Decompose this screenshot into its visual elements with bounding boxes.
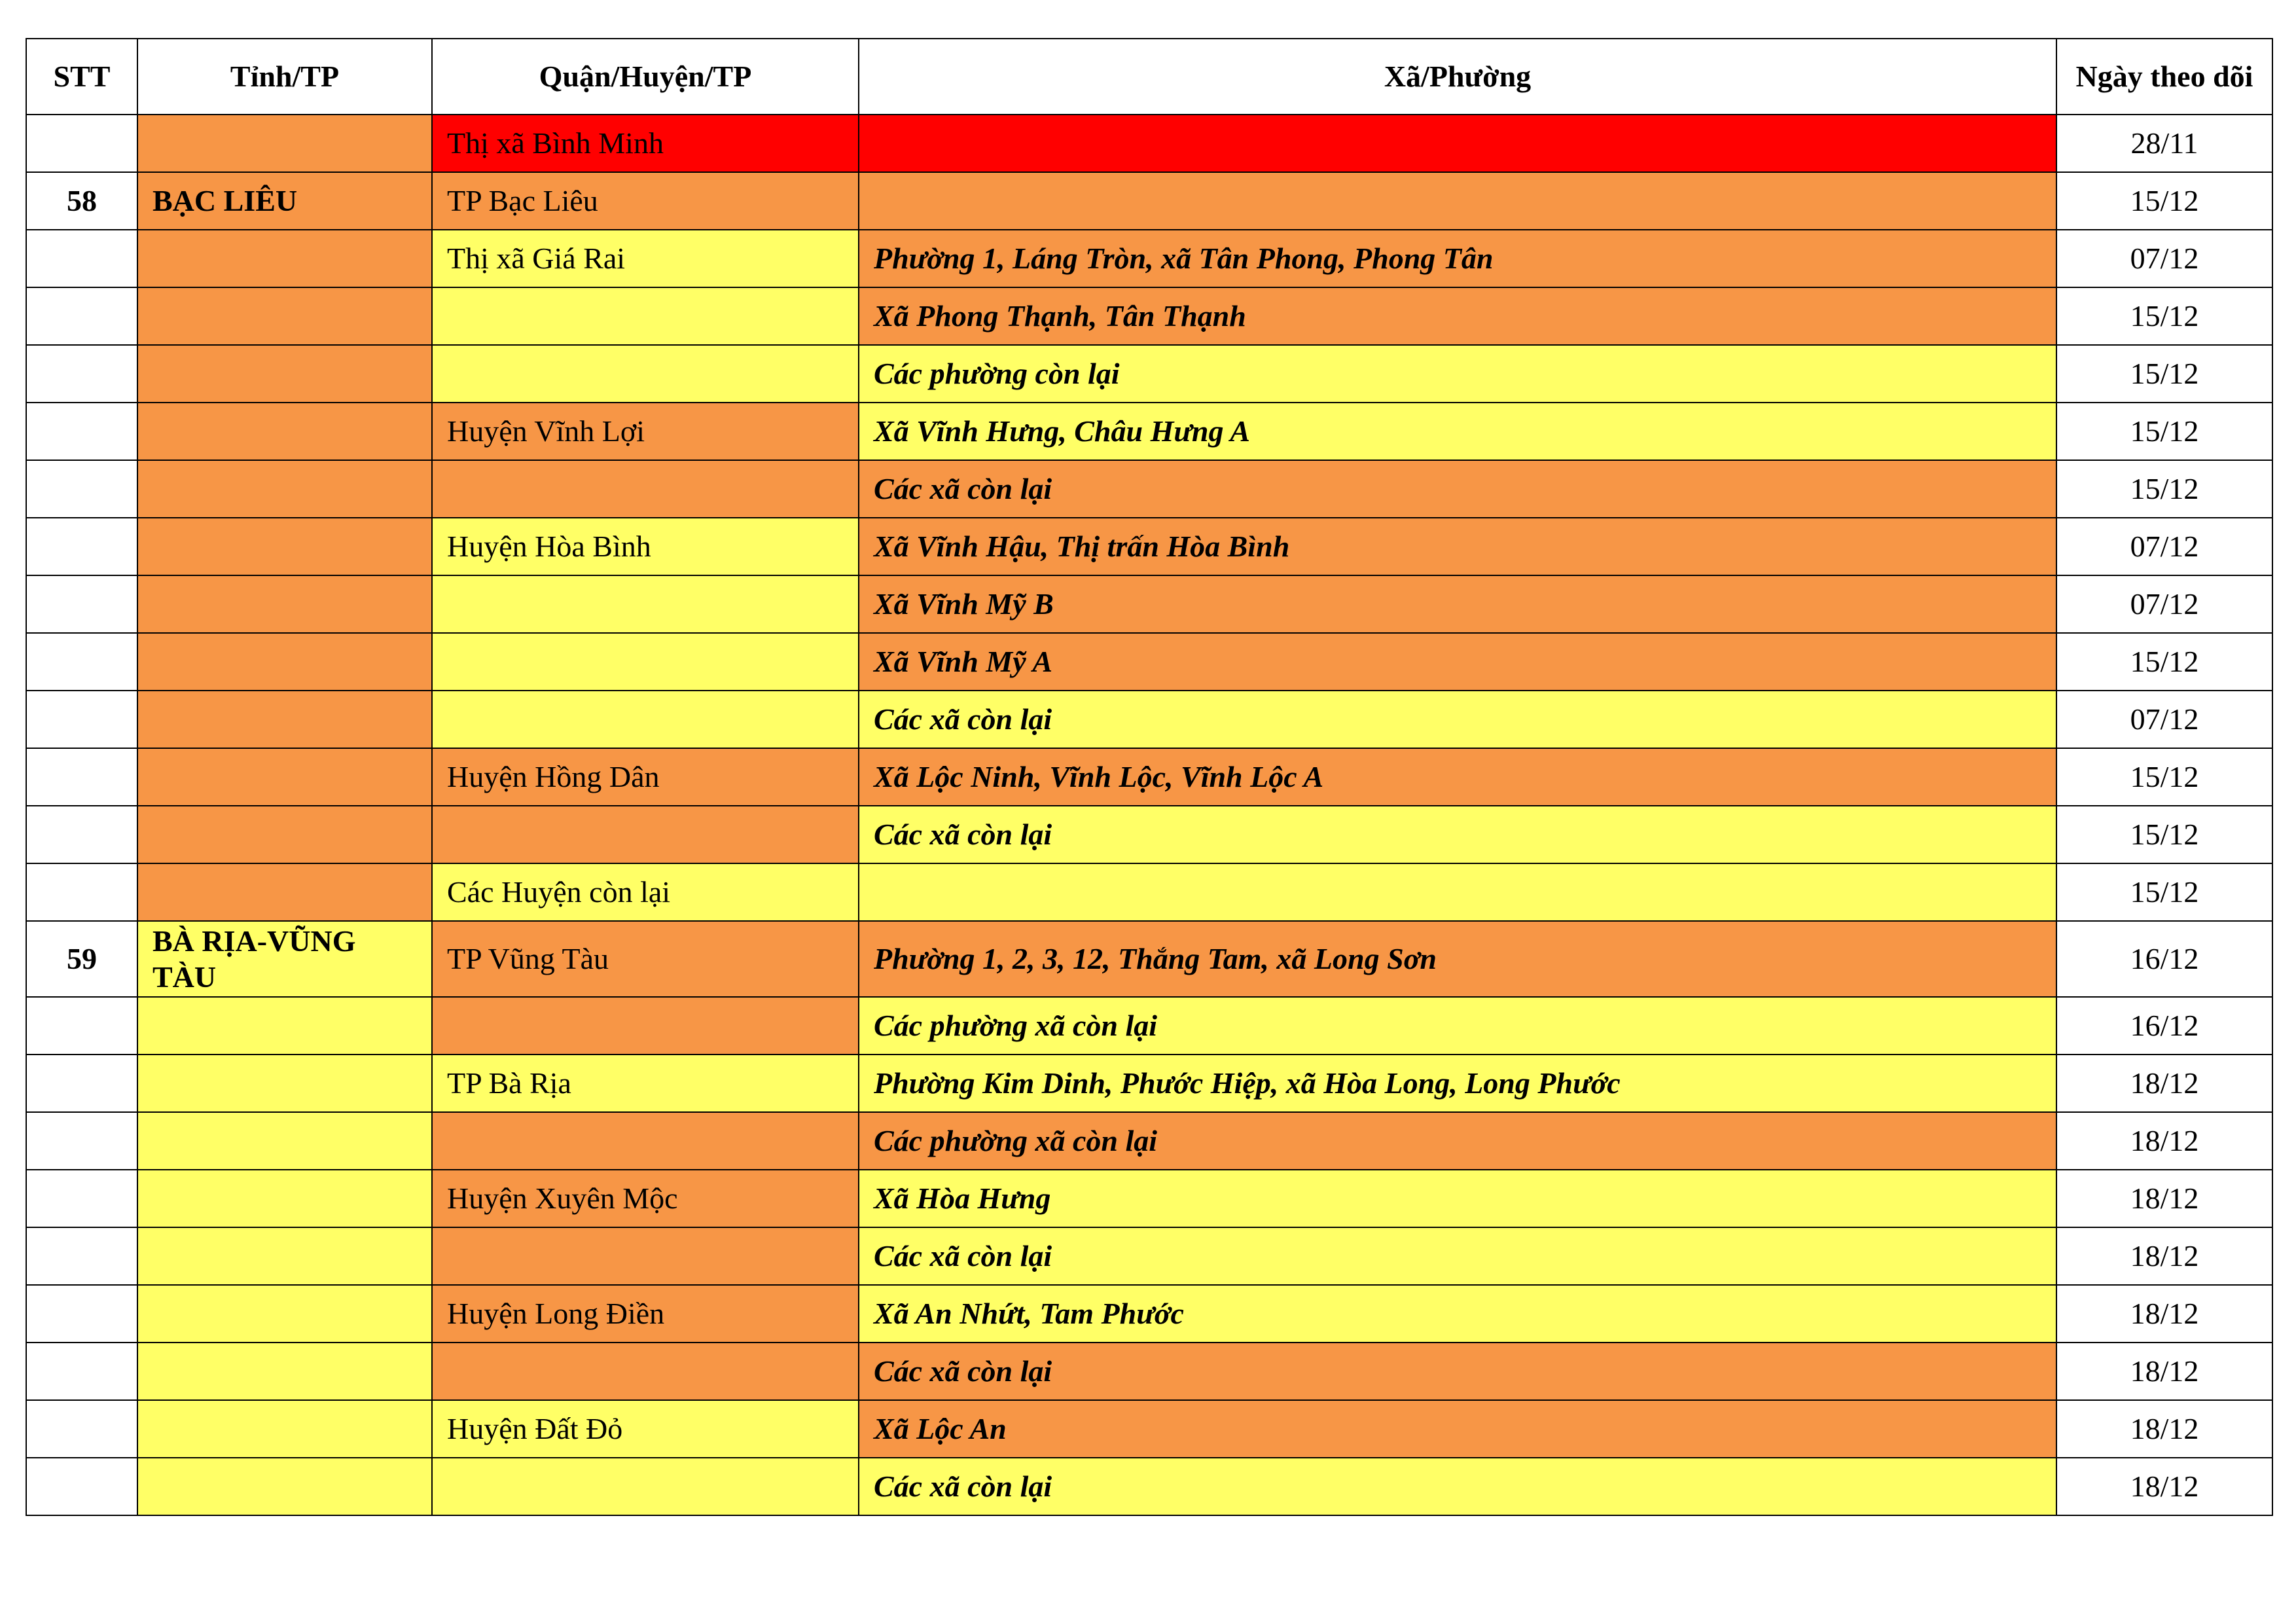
table-row xyxy=(26,1170,2272,1227)
district-cell: TP Bạc Liêu xyxy=(432,172,859,230)
commune-cell: Xã Vĩnh Mỹ B xyxy=(859,575,2056,633)
province-cell xyxy=(137,997,432,1055)
commune-cell: Xã Lộc Ninh, Vĩnh Lộc, Vĩnh Lộc A xyxy=(859,748,2056,806)
date-cell: 18/12 xyxy=(2056,1170,2272,1227)
table-row xyxy=(26,1227,2272,1285)
province-cell xyxy=(137,863,432,921)
table-row xyxy=(26,575,2272,633)
table-row xyxy=(26,921,2272,997)
stt-cell xyxy=(26,287,137,345)
province-cell xyxy=(137,345,432,403)
commune-cell: Các xã còn lại xyxy=(859,691,2056,748)
table-row xyxy=(26,115,2272,172)
date-cell: 18/12 xyxy=(2056,1343,2272,1400)
date-cell: 15/12 xyxy=(2056,633,2272,691)
province-cell xyxy=(137,1227,432,1285)
stt-cell xyxy=(26,997,137,1055)
date-cell: 15/12 xyxy=(2056,806,2272,863)
commune-cell: Xã Vĩnh Mỹ A xyxy=(859,633,2056,691)
stt-cell xyxy=(26,863,137,921)
district-cell xyxy=(432,633,859,691)
province-cell xyxy=(137,115,432,172)
district-cell xyxy=(432,460,859,518)
stt-cell xyxy=(26,403,137,460)
district-cell: Thị xã Bình Minh xyxy=(432,115,859,172)
stt-cell xyxy=(26,1170,137,1227)
commune-cell: Các xã còn lại xyxy=(859,460,2056,518)
date-cell: 18/12 xyxy=(2056,1112,2272,1170)
district-cell xyxy=(432,1343,859,1400)
district-cell xyxy=(432,1458,859,1515)
district-cell: Huyện Đất Đỏ xyxy=(432,1400,859,1458)
province-cell xyxy=(137,1285,432,1343)
date-cell: 28/11 xyxy=(2056,115,2272,172)
date-cell: 07/12 xyxy=(2056,691,2272,748)
table-row xyxy=(26,1055,2272,1112)
table-row xyxy=(26,1458,2272,1515)
commune-cell: Các phường xã còn lại xyxy=(859,997,2056,1055)
stt-cell: 58 xyxy=(26,172,137,230)
table-row xyxy=(26,806,2272,863)
date-cell: 18/12 xyxy=(2056,1285,2272,1343)
table-row xyxy=(26,460,2272,518)
date-cell: 15/12 xyxy=(2056,863,2272,921)
date-cell: 18/12 xyxy=(2056,1055,2272,1112)
table-row xyxy=(26,345,2272,403)
commune-cell: Phường 1, Láng Tròn, xã Tân Phong, Phong Tân xyxy=(859,230,2056,287)
stt-cell xyxy=(26,1112,137,1170)
table-row xyxy=(26,691,2272,748)
province-cell xyxy=(137,518,432,575)
table-row xyxy=(26,1343,2272,1400)
table-row xyxy=(26,1112,2272,1170)
stt-cell xyxy=(26,748,137,806)
province-cell xyxy=(137,691,432,748)
date-cell: 15/12 xyxy=(2056,748,2272,806)
stt-cell xyxy=(26,1343,137,1400)
stt-cell xyxy=(26,1055,137,1112)
stt-cell xyxy=(26,691,137,748)
table-row xyxy=(26,230,2272,287)
commune-cell: Các xã còn lại xyxy=(859,1458,2056,1515)
district-cell: Huyện Long Điền xyxy=(432,1285,859,1343)
header-commune: Xã/Phường xyxy=(859,39,2056,115)
province-cell xyxy=(137,633,432,691)
date-cell: 07/12 xyxy=(2056,518,2272,575)
table-row xyxy=(26,633,2272,691)
province-cell xyxy=(137,1055,432,1112)
province-cell xyxy=(137,230,432,287)
date-cell: 18/12 xyxy=(2056,1227,2272,1285)
monitoring-table xyxy=(26,38,2273,1516)
commune-cell: Các xã còn lại xyxy=(859,1343,2056,1400)
district-cell xyxy=(432,691,859,748)
district-cell: Thị xã Giá Rai xyxy=(432,230,859,287)
date-cell: 15/12 xyxy=(2056,403,2272,460)
table-row xyxy=(26,518,2272,575)
district-cell xyxy=(432,1227,859,1285)
district-cell xyxy=(432,575,859,633)
commune-cell: Xã An Nhứt, Tam Phước xyxy=(859,1285,2056,1343)
header-stt: STT xyxy=(26,39,137,115)
commune-cell: Các phường còn lại xyxy=(859,345,2056,403)
stt-cell xyxy=(26,460,137,518)
table-row xyxy=(26,748,2272,806)
table-row xyxy=(26,403,2272,460)
stt-cell xyxy=(26,1400,137,1458)
commune-cell: Xã Lộc An xyxy=(859,1400,2056,1458)
province-cell xyxy=(137,287,432,345)
stt-cell xyxy=(26,633,137,691)
commune-cell xyxy=(859,172,2056,230)
province-cell xyxy=(137,1458,432,1515)
date-cell: 18/12 xyxy=(2056,1400,2272,1458)
stt-cell xyxy=(26,1458,137,1515)
province-cell xyxy=(137,460,432,518)
table-row xyxy=(26,172,2272,230)
district-cell: Các Huyện còn lại xyxy=(432,863,859,921)
district-cell: Huyện Xuyên Mộc xyxy=(432,1170,859,1227)
commune-cell: Xã Phong Thạnh, Tân Thạnh xyxy=(859,287,2056,345)
date-cell: 07/12 xyxy=(2056,575,2272,633)
stt-cell xyxy=(26,1227,137,1285)
date-cell: 07/12 xyxy=(2056,230,2272,287)
commune-cell: Xã Hòa Hưng xyxy=(859,1170,2056,1227)
table-row xyxy=(26,287,2272,345)
district-cell: Huyện Hòa Bình xyxy=(432,518,859,575)
commune-cell: Phường 1, 2, 3, 12, Thắng Tam, xã Long Sơn xyxy=(859,921,2056,997)
table-row xyxy=(26,863,2272,921)
stt-cell: 59 xyxy=(26,921,137,997)
date-cell: 15/12 xyxy=(2056,172,2272,230)
province-cell xyxy=(137,1112,432,1170)
table-row xyxy=(26,1400,2272,1458)
stt-cell xyxy=(26,1285,137,1343)
commune-cell: Phường Kim Dinh, Phước Hiệp, xã Hòa Long, Long Phước xyxy=(859,1055,2056,1112)
header-province: Tỉnh/TP xyxy=(137,39,432,115)
province-cell xyxy=(137,1170,432,1227)
province-cell xyxy=(137,806,432,863)
province-cell xyxy=(137,575,432,633)
table-row xyxy=(26,997,2272,1055)
stt-cell xyxy=(26,230,137,287)
district-cell xyxy=(432,287,859,345)
province-cell xyxy=(137,1400,432,1458)
table-row xyxy=(26,1285,2272,1343)
province-cell xyxy=(137,1343,432,1400)
stt-cell xyxy=(26,806,137,863)
table-body xyxy=(26,115,2272,1515)
date-cell: 15/12 xyxy=(2056,460,2272,518)
commune-cell: Các phường xã còn lại xyxy=(859,1112,2056,1170)
district-cell: TP Bà Rịa xyxy=(432,1055,859,1112)
commune-cell: Các xã còn lại xyxy=(859,1227,2056,1285)
date-cell: 16/12 xyxy=(2056,997,2272,1055)
header-district: Quận/Huyện/TP xyxy=(432,39,859,115)
stt-cell xyxy=(26,115,137,172)
commune-cell xyxy=(859,863,2056,921)
district-cell xyxy=(432,997,859,1055)
district-cell: TP Vũng Tàu xyxy=(432,921,859,997)
commune-cell: Xã Vĩnh Hậu, Thị trấn Hòa Bình xyxy=(859,518,2056,575)
date-cell: 15/12 xyxy=(2056,287,2272,345)
date-cell: 15/12 xyxy=(2056,345,2272,403)
province-cell: BẠC LIÊU xyxy=(137,172,432,230)
stt-cell xyxy=(26,345,137,403)
stt-cell xyxy=(26,518,137,575)
commune-cell: Xã Vĩnh Hưng, Châu Hưng A xyxy=(859,403,2056,460)
district-cell xyxy=(432,806,859,863)
province-cell xyxy=(137,403,432,460)
province-cell: BÀ RỊA-VŨNG TÀU xyxy=(137,921,432,997)
district-cell: Huyện Hồng Dân xyxy=(432,748,859,806)
province-cell xyxy=(137,748,432,806)
stt-cell xyxy=(26,575,137,633)
district-cell xyxy=(432,1112,859,1170)
district-cell xyxy=(432,345,859,403)
commune-cell xyxy=(859,115,2056,172)
header-row xyxy=(26,39,2272,115)
date-cell: 16/12 xyxy=(2056,921,2272,997)
commune-cell: Các xã còn lại xyxy=(859,806,2056,863)
date-cell: 18/12 xyxy=(2056,1458,2272,1515)
header-date: Ngày theo dõi xyxy=(2056,39,2272,115)
district-cell: Huyện Vĩnh Lợi xyxy=(432,403,859,460)
